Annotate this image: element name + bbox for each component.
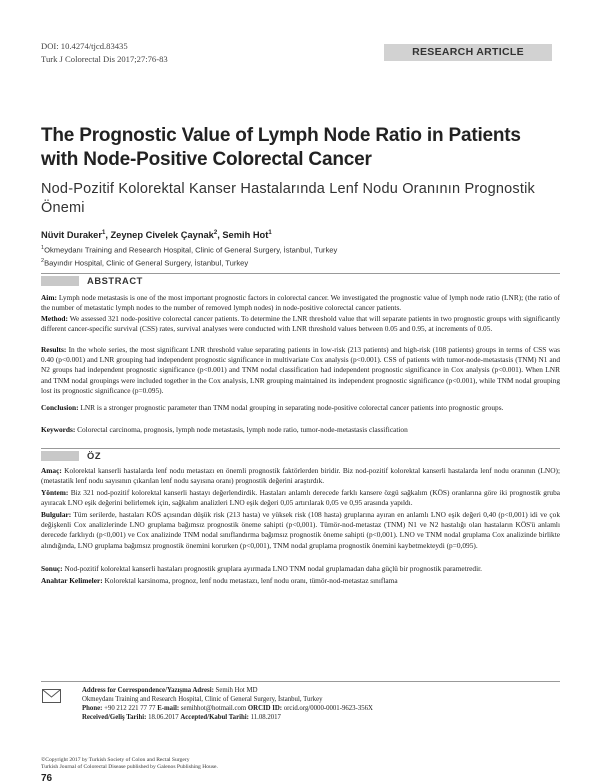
yontem-label: Yöntem: (41, 488, 69, 497)
page-number: 76 (41, 773, 53, 782)
oz-anahtar (41, 576, 560, 586)
heading-marker (41, 451, 79, 461)
correspondence-line (82, 686, 257, 695)
accepted-date: 11.08.2017 (248, 714, 281, 721)
email-label: E-mail: (157, 705, 180, 712)
author-list: Nüvit Duraker$^1$, Zeynep Civelek Çaynak$^2$, Semih Hot$^1$ (41, 230, 272, 241)
oz-heading-bar (41, 448, 560, 462)
article-type-badge: RESEARCH ARTICLE (384, 44, 552, 61)
affiliation-text: Okmeydanı Training and Research Hospital, Clinic of General Surgery, İstanbul, Turkey (44, 245, 338, 255)
method-text: We assessed 321 node-positive colorectal cancer patients. To determine the LNR threshold value that will separate patients in two prognostic groups with significantly different cancer-specific survival (CSS) rates, survival analyses were conducted with LNR threshold values between 0.05 and 0.95, at increments of 0.05. (41, 314, 560, 334)
received-date: 18.06.2017 (146, 714, 181, 721)
oz-bulgular (41, 510, 560, 551)
abstract-heading-bar (41, 273, 560, 287)
phone-value: +90 212 221 77 77 (102, 705, 158, 712)
amac-text: Kolorektal kanserli hastalarda lenf nodu metastazı en önemli prognostik faktörlerden biridir. Biz nod-pozitif kolorektal kanserli hastalarda lenf nodu oranının (LNO); (metastatik lenf nodu sayısının çıkarılan lenf nodu sayısına oranı) prognostik değerini araştırdık. (41, 466, 560, 486)
heading-marker (41, 276, 79, 286)
anahtar-label: Anahtar Kelimeler: (41, 576, 103, 585)
email-value[interactable]: semihhot@hotmail.com (179, 705, 248, 712)
conclusion-label: Conclusion: (41, 403, 79, 412)
doi: DOI: 10.4274/tjcd.83435 (41, 41, 128, 51)
affiliation (41, 258, 248, 268)
anahtar-text: Kolorektal karsinoma, prognoz, lenf nodu metastazı, lenf nodu oranı, tümör-nod-metastaz sınıflama (102, 576, 398, 585)
sonuc-text: Nod-pozitif kolorektal kanserli hastaları prognostik gruplara ayırmada LNO TNM nodal gruplamadan daha güçlü bir prognostik parametredir. (62, 564, 482, 573)
dates-line (82, 713, 281, 722)
oz-amac (41, 466, 560, 486)
yontem-text: Biz 321 nod-pozitif kolorektal kanserli hastayı değerlendirdik. Hastaları anlamlı derecede farklı kansere özgü sağkalım (KÖS) oranlarına göre iki prognostik gruba ayıracak LNO eşik değerini belirlemek için, sağkalım analizleri LNO eşik değeri 0,05 artırılarak 0,05 ve 0,95 arasında yapıldı. (41, 488, 560, 508)
correspondence-address: Okmeydanı Training and Research Hospital, Clinic of General Surgery, İstanbul, Turkey (82, 696, 323, 703)
oz-sonuc (41, 564, 560, 574)
affiliation (41, 245, 337, 255)
envelope-icon (42, 689, 61, 703)
method-label: Method: (41, 314, 68, 323)
accepted-label: Accepted/Kabul Tarihi: (180, 714, 249, 721)
correspondence-name: Semih Hot MD (213, 687, 258, 694)
abstract-conclusion (41, 403, 560, 413)
journal-citation: Turk J Colorectal Dis 2017;27:76-83 (41, 54, 168, 64)
orcid-label: ORCID ID: (247, 705, 283, 712)
oz-yontem (41, 488, 560, 508)
keywords-text: Colorectal carcinoma, prognosis, lymph node metastasis, lymph node ratio, tumor-node-metastasis classification (75, 425, 408, 434)
abstract-method (41, 314, 560, 334)
contact-line (82, 704, 373, 713)
sonuc-label: Sonuç: (41, 564, 63, 573)
article-title: The Prognostic Value of Lymph Node Ratio in Patients with Node-Positive Colorectal Cancer (41, 125, 521, 170)
oz-heading: ÖZ (87, 451, 102, 461)
abstract-keywords (41, 425, 560, 435)
phone-label: Phone: (82, 705, 103, 712)
author-name: Semih Hot (222, 230, 269, 241)
keywords-label: Keywords: (41, 425, 76, 434)
affiliation-sup: 2 (41, 258, 45, 264)
affiliation-text: Bayındır Hospital, Clinic of General Surgery, İstanbul, Turkey (44, 258, 249, 268)
footer-divider (41, 681, 560, 682)
copyright (41, 757, 218, 771)
abstract-heading: ABSTRACT (87, 276, 143, 286)
results-text: In the whole series, the most significant LNR threshold value separating patients in low-risk (213 patients) and high-risk (108 patients) groups in terms of CSS was 0.40 (p<0.001) and LNR grouping had independent prognostic significance in multivariate Cox analysis (p<0.001). CSS of patients with tumor-node-metastasis (TNM) N1 and N2 groups had independent prognostic significance (p<0.001) and TNM nodal classification had independent prognostic significance in Cox analysis (p<0.001). When LNR and TNM nodal groupings were included together in the Cox analysis, LNR grouping maintained its independent prognostic significance (p<0.001), while TNM nodal grouping lost its prognostic significance (p=0.095). (41, 345, 560, 395)
aim-label: Aim: (41, 293, 57, 302)
orcid-value[interactable]: orcid.org/0000-0001-9623-356X (282, 705, 373, 712)
author-name: Nüvit Duraker (41, 230, 102, 241)
results-label: Results: (41, 345, 67, 354)
amac-label: Amaç: (41, 466, 62, 475)
author-name: Zeynep Civelek Çaynak (110, 230, 214, 241)
affiliation-sup: 1 (41, 245, 45, 251)
copyright-line: ©Copyright 2017 by Turkish Society of Colon and Rectal Surgery (41, 757, 190, 763)
author-affil-sup: 1 (101, 230, 106, 236)
aim-text: Lymph node metastasis is one of the most important prognostic factors in colorectal cancer. We investigated the prognostic value of lymph node ratio (LNR); (the ratio of the number of metastatic lymph nodes to the number of removed lymph nodes) in node-positive colorectal cancer patients. (41, 293, 560, 313)
article-title-turkish: Nod-Pozitif Kolorektal Kanser Hastalarında Lenf Nodu Oranının Prognostik Önemi (41, 181, 535, 216)
abstract-aim (41, 293, 560, 313)
author-affil-sup: 1 (268, 230, 272, 236)
received-label: Received/Geliş Tarihi: (82, 714, 147, 721)
publisher-line: Turkish Journal of Colorectal Disease published by Galenos Publishing House. (41, 764, 218, 771)
abstract-results (41, 345, 560, 396)
author-affil-sup: 2 (213, 230, 218, 236)
conclusion-text: LNR is a stronger prognostic parameter than TNM nodal grouping in separating node-positive colorectal cancer patients into prognostic groups. (78, 403, 504, 412)
correspondence-label: Address for Correspondence/Yazışma Adresi: (82, 687, 214, 694)
bulgular-label: Bulgular: (41, 510, 72, 519)
bulgular-text: Tüm serilerde, hastaları KÖS açısından düşük risk (213 hasta) ve yüksek risk (108 hasta) gruplarına ayıran en anlamlı LNO eşik değeri 0,40 (p<0,001) idi ve çok değişkenli Cox analizlerinde LNO gruplama bağımsız prognostik öneme sahipti (p<0,001). Tümör-nod-metastaz (TNM) N1 ve N2 hastalığı olan hastaların KÖS'ü anlamlı derecede farklıydı (p<0,001) ve Cox analizinde TNM nodal sınıflandırma bağımsız prognostik öneme sahipti (p<0,001). LNO ve TNM nodal gruplama Cox analizinde birlikte alındığında, LNO gruplama bağımsız prognostik önemini korurken (p<0,001), TNM nodal gruplama prognostik önemini kaybetmekteydi (p=0,095). (41, 510, 560, 550)
